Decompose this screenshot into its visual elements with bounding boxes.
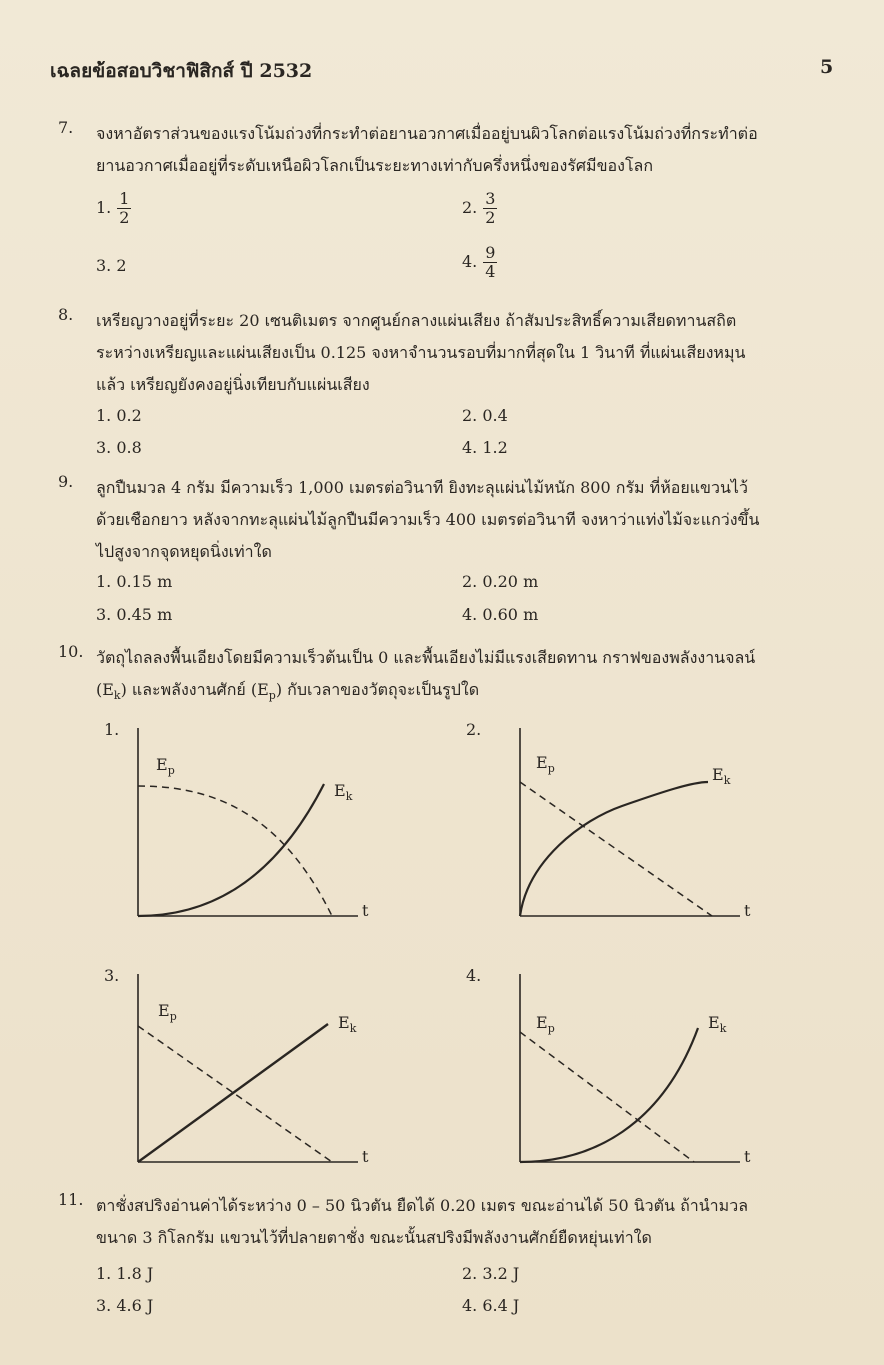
ep-label: $E_p$ — [158, 1001, 177, 1023]
ep-label: $E_p$ — [536, 1013, 555, 1035]
question-9-choice-4: 4. 0.60 m — [462, 605, 539, 624]
question-7-text — [96, 118, 834, 182]
question-9-choice-3: 3. 0.45 m — [96, 605, 173, 624]
graph-1 — [120, 720, 380, 930]
question-11-choice-4: 4. 6.4 J — [462, 1296, 520, 1315]
t-label: t — [744, 901, 751, 920]
question-10-number: 10. — [58, 642, 84, 661]
question-8-text: เหรียญวางอยู่ที่ระยะ 20 เซนติเมตร จากศูนย์กลางแผ่นเสียง ถ้าสัมประสิทธิ์ความเสียดทานสถิต ระหว่างเหรียญและแผ่นเสียงเป็น 0.125 จงหาจำนวนรอบที่มากที่สุดใน 1 วินาที ที่แผ่นเสียงหมุน แล้ว เหรียญยังคงอยู่นิ่งเทียบกับแผ่นเสียง — [96, 311, 746, 394]
t-label: t — [362, 901, 369, 920]
fraction: $\frac{3}{2}$ — [485, 189, 496, 227]
question-8-choice-3: 3. 0.8 — [96, 438, 142, 457]
ek-line — [138, 1024, 328, 1162]
graph-3-label: 3. — [104, 966, 120, 985]
page-header-title: เฉลยข้อสอบวิชาฟิสิกส์ ปี 2532 — [50, 60, 313, 82]
question-10-text: วัตถุไถลลงพื้นเอียงโดยมีความเร็วต้นเป็น 0 และพื้นเอียงไม่มีแรงเสียดทาน กราฟของพลังงานจลน์ $(E_k)$ และพลังงานศักย์ $(E_p)$ กับเวลาของวัตถุจะเป็นรูปใด — [96, 642, 834, 712]
question-10-line-2: $(E_k)$ และพลังงานศักย์ $(E_p)$ กับเวลาของวัตถุจะเป็นรูปใด — [96, 680, 480, 703]
question-9-text: ลูกปืนมวล 4 กรัม มีความเร็ว 1,000 เมตรต่อวินาที ยิงทะลุแผ่นไม้หนัก 800 กรัม ที่ห้อยแขวนไว้ ด้วยเชือกยาว หลังจากทะลุแผ่นไม้ลูกปืนมีความเร็ว 400 เมตรต่อวินาที จงหาว่าแท่งไม้จะแกว่งขึ้น ไปสูงจากจุดหยุดนิ่งเท่าใด — [96, 478, 760, 561]
ep-curve — [138, 786, 332, 916]
question-7-choice-4: 4. $\frac{9}{4}$ — [462, 243, 496, 281]
question-8-choice-2: 2. 0.4 — [462, 406, 508, 425]
graph-3 — [120, 966, 380, 1176]
page-number: 5 — [820, 56, 834, 78]
graph-2 — [502, 720, 762, 930]
ek-curve — [138, 784, 324, 916]
graph-4-label: 4. — [466, 966, 482, 985]
t-label: t — [362, 1147, 369, 1166]
graph-2-label: 2. — [466, 720, 482, 739]
question-7-number: 7. — [58, 118, 74, 137]
question-11-number: 11. — [58, 1190, 84, 1209]
ek-label: $E_k$ — [708, 1013, 727, 1035]
fraction: $\frac{9}{4}$ — [485, 243, 496, 281]
question-7-choice-3: 3. 2 — [96, 256, 127, 275]
question-11-choice-3: 3. 4.6 J — [96, 1296, 154, 1315]
question-7-choice-2: 2. $\frac{3}{2}$ — [462, 189, 496, 227]
question-11-choice-2: 2. 3.2 J — [462, 1264, 520, 1283]
question-11-choice-1: 1. 1.8 J — [96, 1264, 154, 1283]
question-9-choice-2: 2. 0.20 m — [462, 572, 539, 591]
ep-line — [520, 1032, 694, 1162]
question-7-choice-1: 1. $\frac{1}{2}$ — [96, 189, 130, 227]
question-8-number: 8. — [58, 305, 74, 324]
ek-label: $E_k$ — [712, 765, 731, 787]
question-9-choice-1: 1. 0.15 m — [96, 572, 173, 591]
ep-label: $E_p$ — [156, 755, 175, 777]
fraction: $\frac{1}{2}$ — [119, 189, 130, 227]
ek-curve — [520, 1028, 698, 1162]
ep-line — [520, 782, 712, 916]
question-11-text: ตาชั่งสปริงอ่านค่าได้ระหว่าง 0 – 50 นิวตัน ยืดได้ 0.20 เมตร ขณะอ่านได้ 50 นิวตัน ถ้านำมวล ขนาด 3 กิโลกรัม แขวนไว้ที่ปลายตาชั่ง ขณะนั้นสปริงมีพลังงานศักย์ยืดหยุ่นเท่าใด — [96, 1196, 748, 1247]
ek-curve — [520, 782, 708, 916]
question-8-choice-1: 1. 0.2 — [96, 406, 142, 425]
question-7-line-1: จงหาอัตราส่วนของแรงโน้มถ่วงที่กระทำต่อยานอวกาศเมื่ออยู่บนผิวโลกต่อแรงโน้มถ่วงที่กระทำต่อ — [96, 124, 758, 143]
graph-1-label: 1. — [104, 720, 120, 739]
graph-4 — [502, 966, 762, 1176]
question-8-choice-4: 4. 1.2 — [462, 438, 508, 457]
ek-label: $E_k$ — [338, 1013, 357, 1035]
question-7-line-2: ยานอวกาศเมื่ออยู่ที่ระดับเหนือผิวโลกเป็นระยะทางเท่ากับครึ่งหนึ่งของรัศมีของโลก — [96, 156, 654, 175]
t-label: t — [744, 1147, 751, 1166]
ep-label: $E_p$ — [536, 753, 555, 775]
ek-label: $E_k$ — [334, 781, 353, 803]
question-9-number: 9. — [58, 472, 74, 491]
